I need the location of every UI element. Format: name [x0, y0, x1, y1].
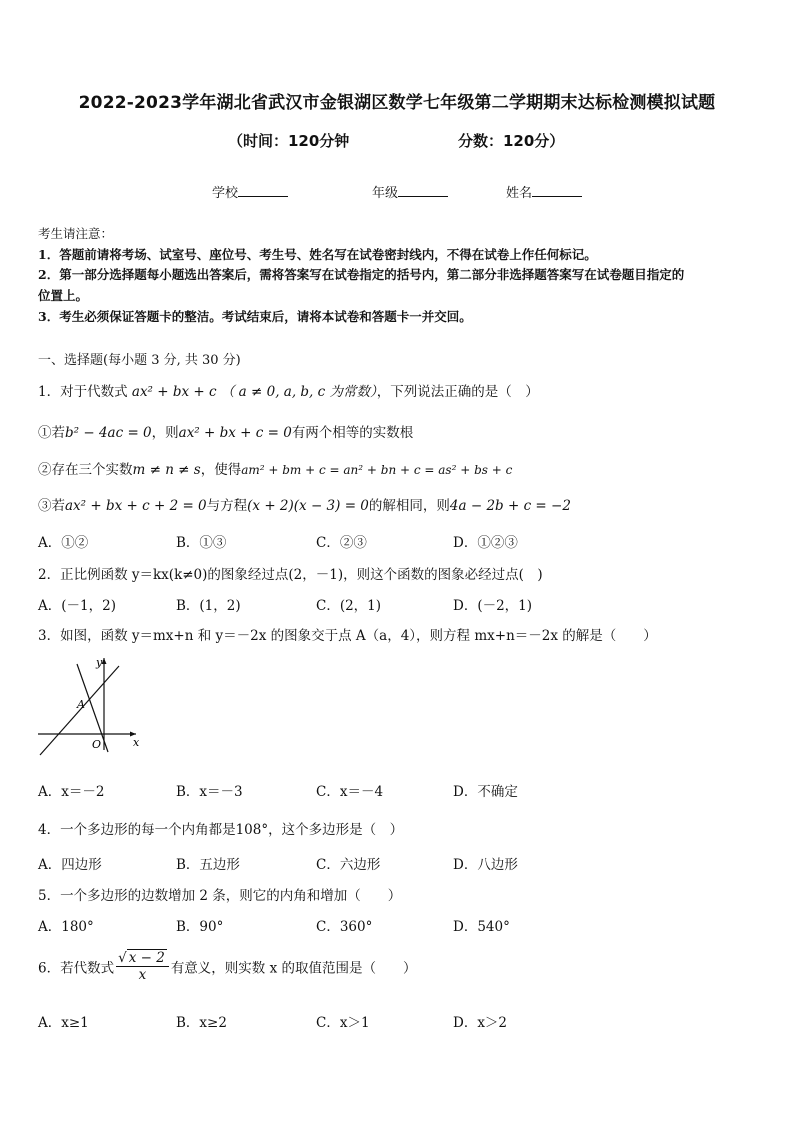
q1-option-c[interactable]: C．②③: [316, 535, 367, 551]
q4-option-a[interactable]: A．四边形: [38, 857, 102, 873]
q1-s2-text: ②存在三个实数: [38, 462, 133, 478]
q1-s1-expr-2: ax² + bx + c = 0: [178, 425, 292, 441]
q6-option-c[interactable]: C．x＞1: [316, 1015, 370, 1031]
q6-option-d[interactable]: D．x＞2: [453, 1015, 508, 1031]
q1-s2-text-b: ，使得: [200, 462, 242, 478]
q3-graph: [34, 652, 144, 756]
q3-y-label: y: [96, 656, 103, 669]
q1-option-b[interactable]: B．①③: [176, 535, 227, 551]
q3-y-arrow: [102, 658, 107, 664]
q6-radicand: x − 2: [128, 950, 165, 966]
q3-x-label: x: [133, 736, 140, 749]
q6-fraction: [116, 950, 169, 983]
q6-stem-tail: 有意义，则实数 x 的取值范围是（ ）: [170, 960, 417, 977]
q4-option-b[interactable]: B．五边形: [176, 857, 240, 873]
q1-stem-expr: ax² + bx + c: [131, 384, 217, 400]
q1-s3-text-b: 与方程: [206, 498, 248, 514]
q1-s3-text-c: 的解相同，则: [368, 498, 450, 514]
grade-field: [372, 182, 448, 201]
q6-fraction-num: √ x − 2: [116, 950, 169, 967]
q1-s3-expr: ax² + bx + c + 2 = 0: [65, 498, 207, 514]
q3-origin-label: O: [92, 738, 102, 751]
q4-stem: 4．一个多边形的每一个内角都是108°，这个多边形是（ ）: [38, 822, 404, 838]
q4-option-c[interactable]: C．六边形: [316, 857, 381, 873]
q5-option-c[interactable]: C．360°: [316, 919, 373, 935]
q3-option-d[interactable]: D．不确定: [453, 784, 518, 800]
school-label: 学校: [212, 186, 239, 201]
q1-s3-expr-2: (x + 2)(x − 3) = 0: [247, 498, 369, 514]
exam-score: 分数：120分）: [458, 132, 565, 150]
q6-option-b[interactable]: B．x≥2: [176, 1015, 227, 1031]
q4-option-d[interactable]: D．八边形: [453, 857, 518, 873]
school-blank: [238, 184, 288, 197]
section-heading: 一、选择题(每小题 3 分, 共 30 分): [38, 353, 241, 368]
exam-time: （时间：120分钟: [228, 132, 350, 150]
q1-s1-text-c: 有两个相等的实数根: [291, 425, 414, 441]
q2-option-b[interactable]: B．(1，2): [176, 598, 241, 614]
q5-option-b[interactable]: B．90°: [176, 919, 224, 935]
q2-stem: 2．正比例函数 y＝kx(k≠0)的图象经过点(2，－1)，则这个函数的图象必经过点( ): [38, 567, 543, 583]
q1-statement-1: [38, 421, 413, 441]
q1-s1-text-b: ，则: [151, 425, 179, 441]
notice-item-2: 2．第一部分选择题每小题选出答案后，需将答案写在试卷指定的括号内，第二部分非选择题答案写在试卷题目指定的: [38, 267, 685, 282]
q1-statement-2: [38, 458, 512, 478]
q3-point-label: A: [77, 698, 85, 711]
q3-option-b[interactable]: B．x＝－3: [176, 784, 243, 800]
q1-option-d[interactable]: D．①②③: [453, 535, 518, 551]
q1-s2-expr-2: am² + bm + c = an² + bn + c = as² + bs + c: [241, 463, 513, 477]
q1-stem-text: 1．对于代数式: [38, 384, 128, 400]
q3-stem: 3．如图，函数 y＝mx+n 和 y＝－2x 的图象交于点 A（a，4），则方程 mx+n＝－2x 的解是（ ）: [38, 628, 657, 644]
q1-s3-text: ③若: [38, 498, 65, 514]
q2-option-c[interactable]: C．(2，1): [316, 598, 382, 614]
q5-option-d[interactable]: D．540°: [453, 919, 510, 935]
grade-blank: [398, 184, 448, 197]
q6-option-a[interactable]: A．x≥1: [38, 1015, 89, 1031]
q2-option-d[interactable]: D．(－2，1): [453, 598, 533, 614]
q2-option-a[interactable]: A．(－1，2): [38, 598, 116, 614]
name-label: 姓名: [506, 186, 533, 201]
q1-statement-3: [38, 494, 571, 514]
q5-option-a[interactable]: A．180°: [38, 919, 94, 935]
notice-heading: 考生请注意：: [38, 226, 114, 241]
q1-stem: [38, 380, 539, 400]
q3-option-c[interactable]: C．x＝－4: [316, 784, 384, 800]
q3-option-a[interactable]: A．x＝－2: [38, 784, 105, 800]
exam-title: 2022-2023学年湖北省武汉市金银湖区数学七年级第二学期期末达标检测模拟试题: [78, 93, 716, 113]
q1-option-a[interactable]: A．①②: [38, 535, 89, 551]
q1-s2-expr: m ≠ n ≠ s: [132, 462, 201, 478]
q1-stem-cond: （ a ≠ 0, a, b, c 为常数）: [220, 384, 377, 400]
grade-label: 年级: [372, 186, 399, 201]
q1-s1-expr: b² − 4ac = 0: [65, 425, 152, 441]
q5-stem: 5．一个多边形的边数增加 2 条，则它的内角和增加（ ）: [38, 888, 402, 904]
q6-stem-text: 6．若代数式: [38, 960, 115, 977]
q6-fraction-den: x: [138, 967, 147, 983]
q1-s1-text: ①若: [38, 425, 65, 441]
name-field: [506, 182, 582, 201]
q6-stem: [38, 950, 417, 983]
name-blank: [532, 184, 582, 197]
q1-s3-expr-3: 4a − 2b + c = −2: [449, 498, 571, 514]
notice-item-3: 3．考生必须保证答题卡的整洁。考试结束后，请将本试卷和答题卡一并交回。: [38, 309, 472, 324]
q1-stem-tail: ，下列说法正确的是（ ）: [376, 384, 539, 400]
notice-item-1: 1．答题前请将考场、试室号、座位号、考生号、姓名写在试卷密封线内，不得在试卷上作任何标记。: [38, 247, 597, 262]
notice-item-2-cont: 位置上。: [38, 288, 89, 303]
school-field: [212, 182, 288, 201]
